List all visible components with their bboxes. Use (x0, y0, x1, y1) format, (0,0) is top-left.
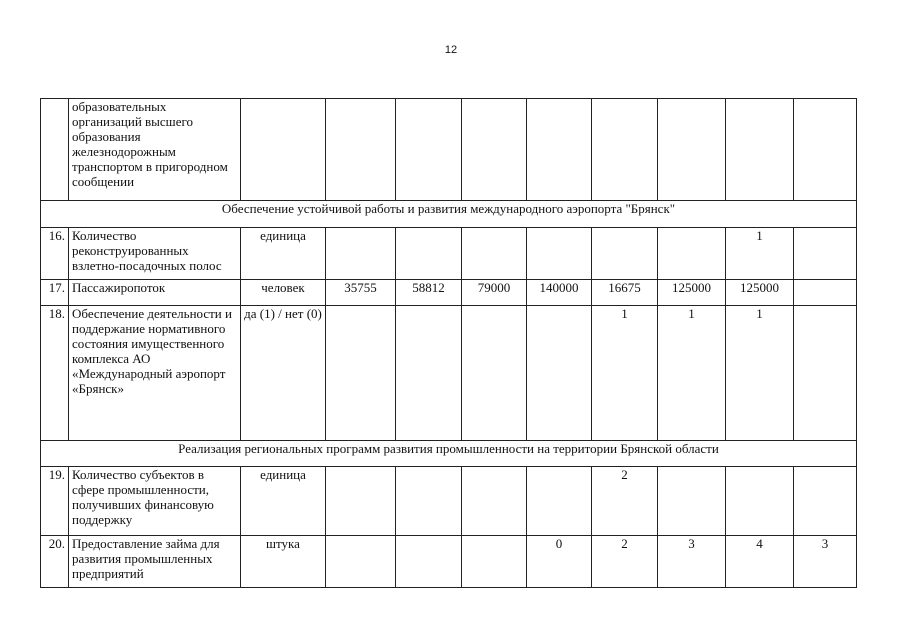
value-cell: 16675 (592, 280, 658, 306)
indicator-name: образовательных организаций высшего образования железнодорожным транспортом в пригородном сообщении (69, 99, 241, 201)
value-cell: 4 (726, 536, 794, 588)
value-cell (462, 228, 527, 280)
value-cell: 3 (658, 536, 726, 588)
section-row (41, 201, 857, 228)
indicator-name: Количество реконструированных взлетно-посадочных полос (69, 228, 241, 280)
value-cell (726, 99, 794, 201)
value-cell (726, 467, 794, 536)
value-cell (527, 306, 592, 441)
value-cell: 58812 (396, 280, 462, 306)
value-cell (396, 306, 462, 441)
value-cell (794, 467, 857, 536)
value-cell (326, 99, 396, 201)
indicator-name: Пассажиропоток (69, 280, 241, 306)
indicator-name: Количество субъектов в сфере промышленности, получивших финансовую поддержку (69, 467, 241, 536)
value-cell (794, 280, 857, 306)
indicators-table (40, 98, 857, 588)
table-row (41, 536, 857, 588)
value-cell (462, 536, 527, 588)
value-cell (592, 228, 658, 280)
value-cell (462, 306, 527, 441)
value-cell: 3 (794, 536, 857, 588)
value-cell (794, 306, 857, 441)
value-cell (396, 536, 462, 588)
section-title: Реализация региональных программ развития промышленности на территории Брянской области (41, 441, 857, 467)
row-number: 18. (41, 306, 69, 441)
unit-cell: да (1) / нет (0) (241, 306, 326, 441)
table-row (41, 467, 857, 536)
value-cell (592, 99, 658, 201)
indicator-name: Предоставление займа для развития промышленных предприятий (69, 536, 241, 588)
unit-cell: штука (241, 536, 326, 588)
value-cell: 1 (658, 306, 726, 441)
value-cell (396, 467, 462, 536)
value-cell (527, 99, 592, 201)
row-number: 19. (41, 467, 69, 536)
section-row (41, 441, 857, 467)
value-cell (527, 228, 592, 280)
value-cell (326, 228, 396, 280)
value-cell (326, 306, 396, 441)
table-row (41, 99, 857, 201)
value-cell: 35755 (326, 280, 396, 306)
value-cell: 1 (726, 228, 794, 280)
unit-cell: единица (241, 228, 326, 280)
value-cell (462, 99, 527, 201)
table-row (41, 306, 857, 441)
row-number (41, 99, 69, 201)
row-number: 17. (41, 280, 69, 306)
section-title: Обеспечение устойчивой работы и развития международного аэропорта "Брянск" (41, 201, 857, 228)
indicator-name: Обеспечение деятельности и поддержание нормативного состояния имущественного комплекса АО «Международный аэропорт «Брянск» (69, 306, 241, 441)
value-cell (794, 99, 857, 201)
value-cell (658, 467, 726, 536)
value-cell: 140000 (527, 280, 592, 306)
value-cell: 1 (592, 306, 658, 441)
table-row (41, 228, 857, 280)
page-number: 12 (444, 44, 458, 56)
unit-cell: единица (241, 467, 326, 536)
value-cell: 79000 (462, 280, 527, 306)
value-cell (794, 228, 857, 280)
row-number: 20. (41, 536, 69, 588)
value-cell (326, 467, 396, 536)
value-cell: 2 (592, 536, 658, 588)
value-cell (658, 99, 726, 201)
value-cell (396, 99, 462, 201)
value-cell (527, 467, 592, 536)
value-cell (396, 228, 462, 280)
value-cell (658, 228, 726, 280)
value-cell (326, 536, 396, 588)
row-number: 16. (41, 228, 69, 280)
value-cell: 125000 (726, 280, 794, 306)
value-cell: 0 (527, 536, 592, 588)
unit-cell (241, 99, 326, 201)
unit-cell: человек (241, 280, 326, 306)
table-row (41, 280, 857, 306)
value-cell: 2 (592, 467, 658, 536)
value-cell (462, 467, 527, 536)
value-cell: 1 (726, 306, 794, 441)
value-cell: 125000 (658, 280, 726, 306)
